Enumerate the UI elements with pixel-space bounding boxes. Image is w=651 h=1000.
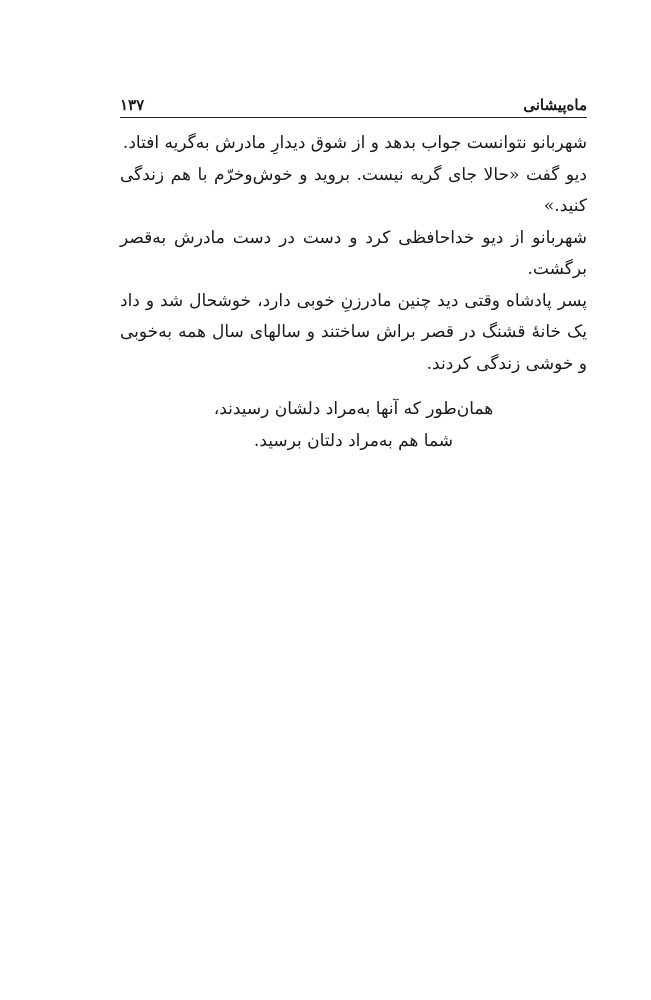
running-head (120, 88, 587, 114)
paragraph: دیو گفت «حالا جای گریه نیست. بروید و خوش‌وخرّم با هم زندگی کنید.» (120, 164, 587, 216)
paragraph: شهربانو نتوانست جواب بدهد و از شوق دیدارِ مادرش به‌گریه افتاد. (122, 133, 587, 153)
closing-line: همان‌طور که آنها به‌مراد دلشان رسیدند، (213, 399, 494, 419)
book-title: ماه‌پیشانی (523, 96, 587, 114)
header-rule (120, 117, 587, 118)
paragraph: شهربانو از دیو خداحافظی کرد و دست در دست مادرش به‌قصر برگشت. (120, 227, 587, 279)
closing-line: شما هم به‌مراد دلتان برسید. (253, 431, 454, 451)
story-text (120, 128, 587, 380)
page-number: ۱۳۷ (120, 96, 145, 114)
closing-verse (120, 393, 587, 457)
paragraph: پسر پادشاه وقتی دید چنین مادرزنِ خوبی دارد، خوشحال شد و داد یک خانهٔ قشنگ در قصر براش ساختند و سالهای سال همه به‌خوبی و خوشی زندگی کردند. (120, 290, 587, 374)
